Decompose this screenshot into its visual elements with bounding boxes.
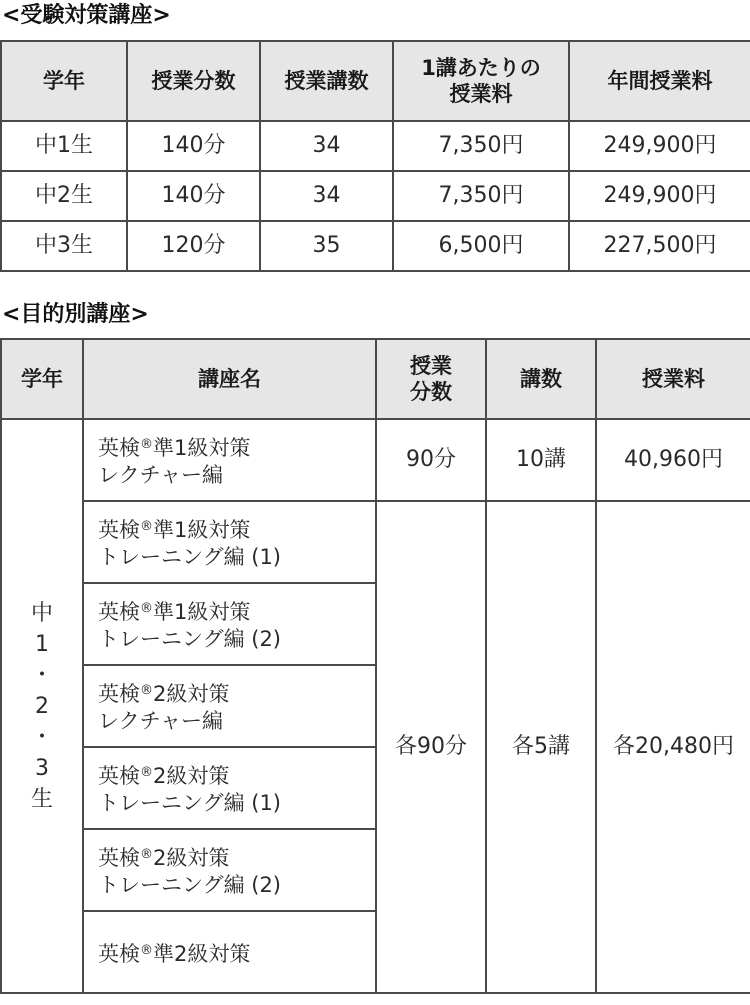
header-fee: 授業料 bbox=[596, 339, 750, 419]
cell-lessons: 10講 bbox=[486, 419, 596, 501]
cell-per-lesson: 6,500円 bbox=[393, 221, 569, 271]
header-per-lesson-fee bbox=[393, 41, 569, 121]
course-name-line2: レクチャー編 bbox=[98, 463, 223, 487]
cell-per-lesson: 7,350円 bbox=[393, 121, 569, 171]
registered-mark: ® bbox=[140, 942, 153, 958]
grade-char: 3 bbox=[35, 755, 49, 781]
exam-section-title: <受験対策講座> bbox=[2, 3, 171, 28]
cell-minutes: 140分 bbox=[127, 121, 260, 171]
course-name-line1 bbox=[98, 513, 375, 544]
table-row bbox=[1, 419, 750, 501]
header-grade: 学年 bbox=[1, 41, 127, 121]
header-grade: 学年 bbox=[1, 339, 83, 419]
registered-mark: ® bbox=[140, 437, 153, 452]
cell-course-name bbox=[83, 419, 376, 501]
course-prefix: 英検 bbox=[98, 682, 140, 706]
registered-mark: ® bbox=[140, 847, 153, 862]
cell-lessons: 34 bbox=[260, 121, 393, 171]
header-annual-fee: 年間授業料 bbox=[569, 41, 750, 121]
cell-lessons: 35 bbox=[260, 221, 393, 271]
course-name-line2: トレーニング編 (2) bbox=[98, 627, 282, 651]
cell-annual: 227,500円 bbox=[569, 221, 750, 271]
course-level: 準1級対策 bbox=[153, 600, 251, 624]
registered-mark: ® bbox=[140, 765, 153, 780]
course-name-line2: トレーニング編 (1) bbox=[98, 791, 282, 815]
cell-course-name bbox=[83, 583, 376, 665]
cell-course-name bbox=[83, 829, 376, 911]
table-row bbox=[1, 121, 750, 171]
course-name-line1 bbox=[98, 759, 375, 790]
header-per-lesson-line2: 授業料 bbox=[449, 82, 513, 106]
cell-fee: 40,960円 bbox=[596, 419, 750, 501]
header-minutes: 授業分数 bbox=[127, 41, 260, 121]
header-minutes-line2: 分数 bbox=[410, 380, 452, 404]
table-row bbox=[1, 221, 750, 271]
course-level: 準1級対策 bbox=[153, 518, 251, 542]
cell-course-name bbox=[83, 665, 376, 747]
cell-minutes: 120分 bbox=[127, 221, 260, 271]
course-level: 2級対策 bbox=[153, 764, 230, 788]
purpose-course-table bbox=[0, 338, 750, 994]
course-name-line2: トレーニング編 (1) bbox=[98, 545, 282, 569]
table-header-row bbox=[1, 339, 750, 419]
header-lessons: 講数 bbox=[486, 339, 596, 419]
cell-course-name bbox=[83, 501, 376, 583]
course-name-line2: レクチャー編 bbox=[98, 709, 223, 733]
grade-char: 1 bbox=[35, 631, 49, 657]
registered-mark: ® bbox=[140, 519, 153, 534]
cell-annual: 249,900円 bbox=[569, 121, 750, 171]
course-name-line1 bbox=[98, 841, 375, 872]
grade-char: 生 bbox=[30, 786, 53, 812]
table-row bbox=[1, 171, 750, 221]
course-prefix: 英検 bbox=[98, 600, 140, 624]
cell-shared-lessons: 各5講 bbox=[486, 501, 596, 993]
course-level: 2級対策 bbox=[153, 682, 230, 706]
cell-minutes: 90分 bbox=[376, 419, 486, 501]
cell-course-name bbox=[83, 911, 376, 993]
header-minutes-line1: 授業 bbox=[410, 354, 452, 378]
course-prefix: 英検 bbox=[98, 941, 140, 966]
course-name-line1 bbox=[98, 595, 375, 626]
course-name-line1 bbox=[98, 677, 375, 708]
cell-lessons: 34 bbox=[260, 171, 393, 221]
course-prefix: 英検 bbox=[98, 518, 140, 542]
header-lessons: 授業講数 bbox=[260, 41, 393, 121]
grade-char: 中 bbox=[30, 600, 53, 626]
grade-char: 2 bbox=[35, 693, 49, 719]
course-prefix: 英検 bbox=[98, 436, 140, 460]
table-row bbox=[1, 501, 750, 583]
course-level: 準1級対策 bbox=[153, 436, 251, 460]
cell-shared-minutes: 各90分 bbox=[376, 501, 486, 993]
registered-mark: ® bbox=[140, 683, 153, 698]
cell-course-name bbox=[83, 747, 376, 829]
cell-grade: 中2生 bbox=[1, 171, 127, 221]
course-name-line2: トレーニング編 (2) bbox=[98, 873, 282, 897]
exam-course-table bbox=[0, 40, 750, 272]
header-per-lesson-line1: 1講あたりの bbox=[421, 56, 541, 80]
cell-annual: 249,900円 bbox=[569, 171, 750, 221]
cell-grade: 中1生 bbox=[1, 121, 127, 171]
cell-shared-fee: 各20,480円 bbox=[596, 501, 750, 993]
grade-char: ・ bbox=[30, 662, 53, 688]
purpose-section-title: <目的別講座> bbox=[2, 302, 149, 327]
grade-char: ・ bbox=[30, 724, 53, 750]
course-name-line1 bbox=[98, 937, 375, 968]
course-prefix: 英検 bbox=[98, 764, 140, 788]
course-name-line1 bbox=[98, 431, 375, 462]
header-minutes bbox=[376, 339, 486, 419]
cell-grade: 中3生 bbox=[1, 221, 127, 271]
registered-mark: ® bbox=[140, 601, 153, 616]
cell-minutes: 140分 bbox=[127, 171, 260, 221]
course-prefix: 英検 bbox=[98, 846, 140, 870]
cell-per-lesson: 7,350円 bbox=[393, 171, 569, 221]
cell-grade-vertical bbox=[1, 419, 83, 993]
table-header-row bbox=[1, 41, 750, 121]
course-level: 準2級対策 bbox=[153, 941, 251, 966]
header-course-name: 講座名 bbox=[83, 339, 376, 419]
course-level: 2級対策 bbox=[153, 846, 230, 870]
